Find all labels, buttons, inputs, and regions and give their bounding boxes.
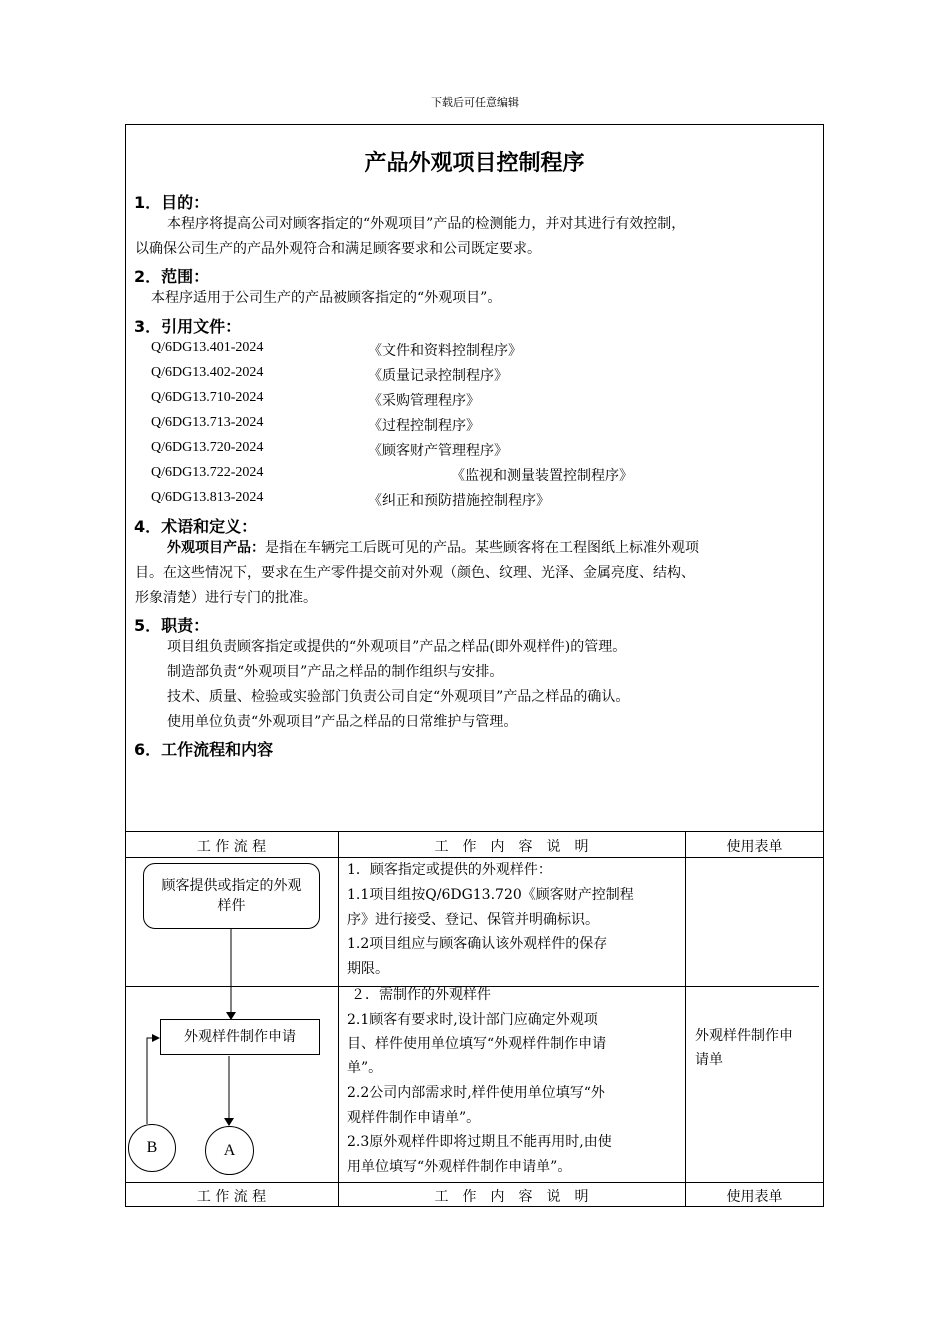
section-2-line-1: 本程序适用于公司生产的产品被顾客指定的“外观项目”。 <box>151 290 502 306</box>
section-3-heading: 3．引用文件： <box>134 317 242 336</box>
header-content: 工 作 内 容 说 明 <box>434 839 589 855</box>
row2-content-line: 观样件制作申请单”。 <box>347 1110 481 1126</box>
row2-content-line: 2.2公司内部需求时,样件使用单位填写“外 <box>347 1085 605 1101</box>
section-6-heading: 6．工作流程和内容 <box>134 740 274 759</box>
ref-name: 《纠正和预防措施控制程序》 <box>368 493 550 509</box>
row1-content-line: 1．顾客指定或提供的外观样件： <box>347 862 552 878</box>
ref-code: Q/6DG13.720-2024 <box>151 440 264 455</box>
header-flow: 工 作 流 程 <box>196 839 267 855</box>
row1-content-line: 1.1项目组按Q/6DG13.720《顾客财产控制程 <box>347 887 634 903</box>
section-5-line: 制造部负责“外观项目”产品之样品的制作组织与安排。 <box>167 664 504 680</box>
connector-b-label: B <box>146 1139 158 1156</box>
table-column-divider <box>685 831 686 1207</box>
connector-a-label: A <box>223 1141 236 1159</box>
row2-content-line: 目、样件使用单位填写“外观样件制作申请 <box>347 1036 607 1052</box>
row1-content-line: 1.2项目组应与顾客确认该外观样件的保存 <box>347 936 608 952</box>
footer-header-content: 工 作 内 容 说 明 <box>434 1189 589 1205</box>
section-1-heading: 1．目的： <box>134 193 210 212</box>
row1-content-line: 序》进行接受、登记、保管并明确标识。 <box>347 912 599 928</box>
section-2-heading: 2．范围： <box>134 267 210 286</box>
table-footer-border <box>125 1182 824 1183</box>
row2-content-line: 2.1顾客有要求时,设计部门应确定外观项 <box>347 1012 598 1028</box>
row2-content-line: 用单位填写“外观样件制作申请单”。 <box>347 1159 572 1175</box>
section-4-heading: 4．术语和定义： <box>134 517 258 536</box>
ref-name: 《质量记录控制程序》 <box>368 368 508 384</box>
page-title: 产品外观项目控制程序 <box>364 151 585 176</box>
ref-name: 《过程控制程序》 <box>368 418 480 434</box>
flow-start-label: 顾客提供或指定的外观样件 <box>161 878 302 914</box>
row2-content-line: 2.3原外观样件即将过期且不能再用时,由使 <box>347 1134 612 1150</box>
table-top-border <box>125 831 824 832</box>
section-1-line-2: 以确保公司生产的产品外观符合和满足顾客要求和公司既定要求。 <box>135 241 541 257</box>
row2-content-line: ２．需制作的外观样件 <box>351 987 491 1003</box>
ref-name: 《采购管理程序》 <box>368 393 480 409</box>
row1-content-line: 期限。 <box>347 961 389 977</box>
connector-circle-b <box>128 1124 176 1172</box>
footer-header-flow: 工 作 流 程 <box>196 1189 267 1205</box>
flow-start-box <box>143 863 320 929</box>
row2-form-line: 请单 <box>695 1052 723 1068</box>
section-4-line-2: 目。在这些情况下，要求在生产零件提交前对外观（颜色、纹理、光泽、金属亮度、结构、 <box>135 565 695 581</box>
ref-code: Q/6DG13.710-2024 <box>151 390 264 405</box>
table-column-divider <box>338 831 339 1207</box>
flow-process-box <box>160 1019 320 1055</box>
section-4-line-3: 形象清楚）进行专门的批准。 <box>135 590 317 606</box>
ref-code: Q/6DG13.713-2024 <box>151 415 264 430</box>
row2-form-line: 外观样件制作申 <box>695 1028 793 1044</box>
ref-code: Q/6DG13.401-2024 <box>151 340 264 355</box>
ref-name: 《顾客财产管理程序》 <box>368 443 508 459</box>
header-form: 使用表单 <box>726 839 783 855</box>
ref-name: 《监视和测量装置控制程序》 <box>451 468 633 484</box>
section-5-line: 技术、质量、检验或实验部门负责公司自定“外观项目”产品之样品的确认。 <box>167 689 630 705</box>
header-note: 下载后可任意编辑 <box>431 96 519 109</box>
ref-code: Q/6DG13.402-2024 <box>151 365 264 380</box>
footer-header-form: 使用表单 <box>726 1189 783 1205</box>
section-1-line-1: 本程序将提高公司对顾客指定的“外观项目”产品的检测能力，并对其进行有效控制， <box>167 216 686 232</box>
ref-code: Q/6DG13.722-2024 <box>151 465 264 480</box>
row2-content-line: 单”。 <box>347 1060 383 1076</box>
connector-circle-a <box>205 1126 254 1175</box>
ref-code: Q/6DG13.813-2024 <box>151 490 264 505</box>
section-5-line: 使用单位负责“外观项目”产品之样品的日常维护与管理。 <box>167 714 518 730</box>
flow-process-label: 外观样件制作申请 <box>184 1029 296 1045</box>
term-definition: 是指在车辆完工后既可见的产品。某些顾客将在工程图纸上标准外观项 <box>265 540 699 556</box>
ref-name: 《文件和资料控制程序》 <box>368 343 522 359</box>
term-label: 外观项目产品： <box>167 540 265 556</box>
section-4-line-1 <box>167 536 699 561</box>
section-5-heading: 5．职责： <box>134 616 210 635</box>
section-5-line: 项目组负责顾客指定或提供的“外观项目”产品之样品(即外观样件)的管理。 <box>167 639 627 655</box>
